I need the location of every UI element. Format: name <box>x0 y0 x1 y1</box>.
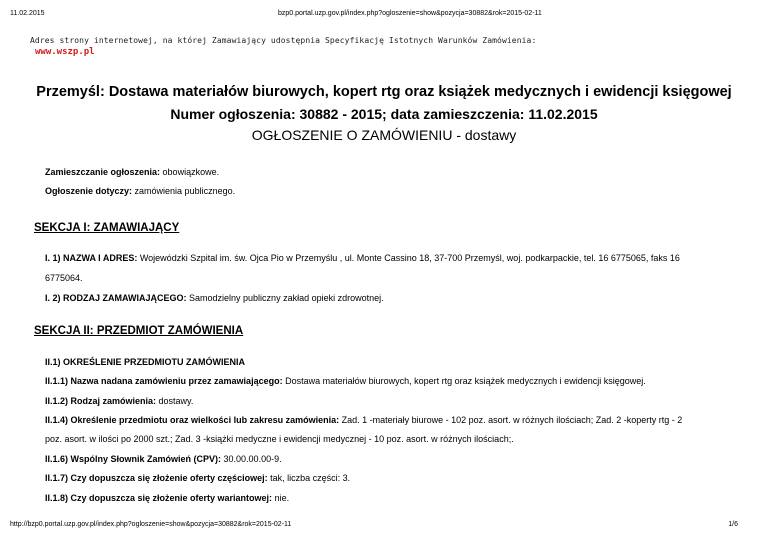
announcement-number: Numer ogłoszenia: 30882 - 2015; data zamieszczenia: 11.02.2015 <box>170 106 598 122</box>
s2-kind <box>45 395 734 407</box>
s2-cpv-value: 30.00.00.00-9. <box>221 454 282 464</box>
s2-cpv-label: II.1.6) Wspólny Słownik Zamówień (CPV): <box>45 454 222 464</box>
page-title: Przemyśl: Dostawa materiałów biurowych, kopert rtg oraz książek medycznych i ewidencji księgowej <box>36 84 732 100</box>
s2-variant <box>45 492 734 504</box>
s2-scope-cont: poz. asort. w ilości po 2000 szt.; Zad. 3 -książki medyczne i ewidencji medycznej - 10 poz. asort. w różnych ilościach;. <box>45 434 514 444</box>
s2-cpv <box>45 453 734 465</box>
section-1-heading: SEKCJA I: ZAMAWIAJĄCY <box>34 222 180 234</box>
siwz-link[interactable]: www.wszp.pl <box>35 47 95 57</box>
meta-dotyczy <box>45 185 734 197</box>
print-header-url: bzp0.portal.uzp.gov.pl/index.php?ogloszenie=show&pozycja=30882&rok=2015-02-11 <box>278 10 542 17</box>
s2-scope-value: Zad. 1 -materiały biurowe - 102 poz. asort. w różnych ilościach; Zad. 2 -koperty rtg - 2 <box>339 415 683 425</box>
s2-sub-heading-text: II.1) OKREŚLENIE PRZEDMIOTU ZAMÓWIENIA <box>45 357 246 367</box>
s2-scope-label: II.1.4) Określenie przedmiotu oraz wielkości lub zakresu zamówienia: <box>45 415 340 425</box>
s2-name-value: Dostawa materiałów biurowych, kopert rtg oraz książek medycznych i ewidencji księgowej. <box>282 376 646 386</box>
s2-partial-value: tak, liczba części: 3. <box>267 473 351 483</box>
s2-name <box>45 375 734 387</box>
s2-partial-label: II.1.7) Czy dopuszcza się złożenie oferty częściowej: <box>45 473 268 483</box>
s1-type-value: Samodzielny publiczny zakład opieki zdrowotnej. <box>186 293 384 303</box>
s2-kind-value: dostawy. <box>156 396 194 406</box>
section-2-heading: SEKCJA II: PRZEDMIOT ZAMÓWIENIA <box>34 325 244 337</box>
s2-name-label: II.1.1) Nazwa nadana zamówieniu przez zamawiającego: <box>45 376 283 386</box>
s2-sub-heading <box>45 356 734 368</box>
s1-name-address <box>45 252 734 264</box>
s2-scope <box>45 414 734 426</box>
s1-name-address-cont: 6775064. <box>45 273 83 283</box>
print-date: 11.02.2015 <box>10 10 45 17</box>
meta-dotyczy-label: Ogłoszenie dotyczy: <box>45 186 133 196</box>
meta-zamieszczanie <box>45 166 734 178</box>
s1-name-value: Wojewódzki Szpital im. św. Ojca Pio w Przemyślu , ul. Monte Cassino 18, 37-700 Przemyśl, woj. podkarpackie, tel. 16 6775065, faks 16 <box>137 253 680 263</box>
meta-zamieszczanie-value: obowiązkowe. <box>160 167 220 177</box>
page-number: 1/6 <box>728 521 738 528</box>
meta-dotyczy-value: zamówienia publicznego. <box>132 186 236 196</box>
s2-variant-value: nie. <box>272 493 290 503</box>
s1-name-label: I. 1) NAZWA I ADRES: <box>45 253 138 263</box>
meta-zamieszczanie-label: Zamieszczanie ogłoszenia: <box>45 167 161 177</box>
s1-type-label: I. 2) RODZAJ ZAMAWIAJĄCEGO: <box>45 293 187 303</box>
s2-partial <box>45 472 734 484</box>
print-footer-url: http://bzp0.portal.uzp.gov.pl/index.php?ogloszenie=show&pozycja=30882&rok=2015-02-11 <box>10 521 292 528</box>
announcement-type: OGŁOSZENIE O ZAMÓWIENIU - dostawy <box>251 127 517 143</box>
siwz-intro-text: Adres strony internetowej, na której Zamawiający udostępnia Specyfikację Istotnych Warunków Zamówienia: <box>30 36 537 45</box>
s2-variant-label: II.1.8) Czy dopuszcza się złożenie oferty wariantowej: <box>45 493 273 503</box>
s2-kind-label: II.1.2) Rodzaj zamówienia: <box>45 396 157 406</box>
s1-type <box>45 292 734 304</box>
